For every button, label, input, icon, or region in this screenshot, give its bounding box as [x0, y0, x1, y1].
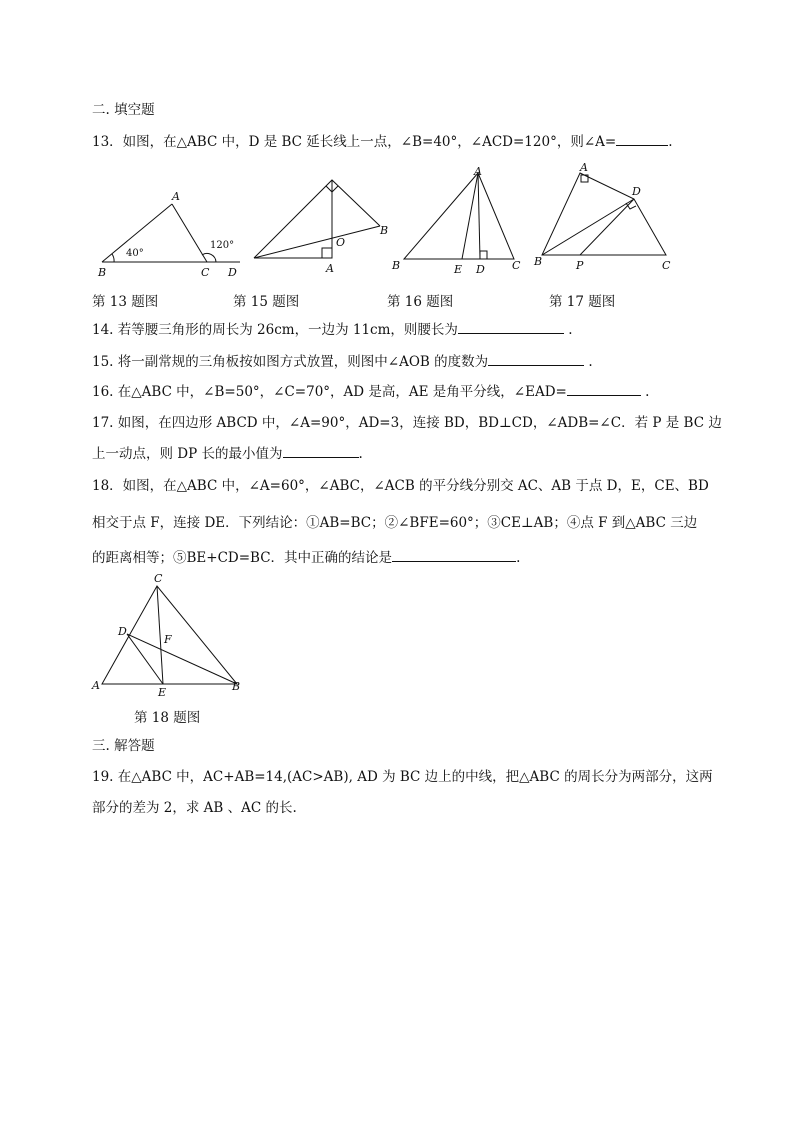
segment-ae — [462, 173, 478, 259]
figure-13 — [92, 178, 262, 288]
figure-15 — [250, 172, 400, 282]
angle-c-label: 120° — [210, 240, 235, 251]
right-angle-a — [322, 248, 332, 258]
segment-to-b — [254, 226, 380, 258]
question-13: 13．如图，在△ABC 中，D 是 BC 延长线上一点，∠B=40°，∠ACD=120°，则∠A= . — [92, 134, 673, 150]
quadrilateral-abcd — [542, 173, 666, 255]
segment-de — [127, 634, 163, 684]
label-d: D — [476, 263, 485, 276]
label-c: C — [201, 266, 210, 279]
segment-ac — [172, 204, 207, 262]
question-17-line-2: 上一动点，则 DP 长的最小值为 . — [92, 446, 363, 462]
caption-18: 第 18 题图 — [134, 710, 201, 726]
label-b: B — [380, 224, 389, 237]
label-d: D — [228, 266, 237, 279]
segment-bd — [127, 634, 237, 684]
question-15: 15. 将一副常规的三角板按如图方式放置，则图中∠AOB 的度数为 . — [92, 354, 593, 370]
angle-b-label: 40° — [126, 248, 144, 259]
answer-blank[interactable] — [567, 383, 641, 396]
right-angle-d — [626, 203, 636, 209]
figure-18 — [92, 572, 252, 699]
triangle-abc — [404, 173, 514, 259]
label-d: D — [632, 185, 641, 198]
triangle-right — [254, 180, 380, 258]
question-13-text: 13．如图，在△ABC 中，D 是 BC 延长线上一点，∠B=40°，∠ACD=120°，则∠A= — [92, 134, 617, 150]
label-b: B — [534, 255, 543, 268]
question-16: 16. 在△ABC 中，∠B=50°，∠C=70°，AD 是高，AE 是角平分线，∠EAD= . — [92, 384, 650, 400]
answer-blank[interactable] — [458, 321, 564, 334]
section-2-heading: 二. 填空题 — [92, 102, 155, 118]
question-18-line-3: 的距离相等；⑤BE+CD=BC．其中正确的结论是 . — [92, 550, 521, 566]
segment-ad — [478, 173, 480, 259]
label-c: C — [512, 259, 521, 272]
question-19-line-2: 部分的差为 2，求 AB 、AC 的长. — [92, 800, 297, 816]
label-b: B — [232, 680, 241, 693]
label-a: A — [474, 165, 482, 178]
answer-blank[interactable] — [488, 353, 584, 366]
right-angle-d — [480, 251, 487, 259]
caption-15: 第 15 题图 — [233, 294, 300, 310]
figure-16 — [390, 165, 530, 280]
label-c: C — [662, 259, 671, 272]
figure-17 — [530, 161, 680, 280]
question-14-text: 14. 若等腰三角形的周长为 26cm，一边为 11cm，则腰长为 — [92, 322, 458, 338]
label-e: E — [158, 686, 167, 699]
question-14: 14. 若等腰三角形的周长为 26cm，一边为 11cm，则腰长为 . — [92, 322, 573, 338]
question-15-text: 15. 将一副常规的三角板按如图方式放置，则图中∠AOB 的度数为 — [92, 354, 489, 370]
question-18-line-2: 相交于点 F，连接 DE．下列结论：①AB=BC；②∠BFE=60°；③CE⊥AB；④点 F 到△ABC 三边 — [92, 515, 698, 531]
label-c: C — [154, 572, 163, 585]
label-d: D — [118, 625, 127, 638]
label-b: B — [392, 259, 401, 272]
segment-ce — [157, 586, 163, 684]
question-19-line-1: 19. 在△ABC 中，AC+AB=14,(AC>AB), AD 为 BC 边上的中线，把△ABC 的周长分为两部分，这两 — [92, 769, 713, 785]
label-a: A — [172, 190, 180, 203]
label-a: A — [326, 262, 334, 275]
caption-13: 第 13 题图 — [92, 294, 159, 310]
label-p: P — [576, 259, 584, 272]
answer-blank[interactable] — [392, 549, 516, 562]
question-18-line-1: 18．如图，在△ABC 中，∠A=60°，∠ABC，∠ACB 的平分线分别交 AC、AB 于点 D，E，CE、BD — [92, 478, 709, 494]
label-f: F — [164, 633, 172, 646]
label-o: O — [336, 236, 346, 249]
answer-blank[interactable] — [616, 133, 668, 146]
label-a: A — [580, 161, 588, 174]
angle-b-arc — [112, 254, 114, 262]
question-17-line-1: 17. 如图，在四边形 ABCD 中，∠A=90°，AD=3，连接 BD，BD⊥CD，∠ADB=∠C．若 P 是 BC 边 — [92, 415, 722, 431]
answer-blank[interactable] — [283, 445, 359, 458]
caption-16: 第 16 题图 — [387, 294, 454, 310]
section-3-heading: 三. 解答题 — [92, 738, 155, 754]
question-16-text: 16. 在△ABC 中，∠B=50°，∠C=70°，AD 是高，AE 是角平分线，∠EAD= — [92, 384, 567, 400]
caption-17: 第 17 题图 — [549, 294, 616, 310]
label-e: E — [454, 263, 463, 276]
label-b: B — [98, 266, 107, 279]
label-a: A — [92, 679, 100, 692]
